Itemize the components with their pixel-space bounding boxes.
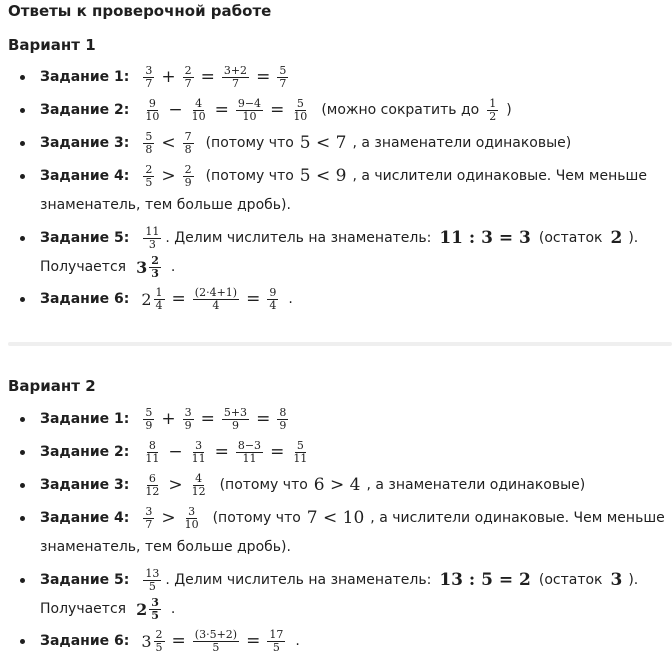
task-text: . <box>288 291 293 307</box>
task-label: Задание 1: <box>40 411 130 427</box>
task-label: Задание 4: <box>40 510 130 526</box>
fraction: $\frac{5}{10}$ <box>293 96 308 123</box>
bullet <box>20 516 25 521</box>
fraction: $\frac{3}{10}$ <box>184 504 199 531</box>
math-expression: $\frac{3}{7}$ > $\frac{3}{10}$ <box>145 504 199 531</box>
fraction: $\frac{6}{12}$ <box>145 471 160 498</box>
section-divider <box>8 342 672 346</box>
v2-task-4-continuation: знаменатель, тем больше дробь). <box>40 539 291 555</box>
bullet <box>20 297 25 302</box>
bullet <box>20 108 25 113</box>
v1-task-6 <box>40 284 293 314</box>
v2-task-6 <box>40 626 300 656</box>
note-text: , а знаменатели одинаковые) <box>366 477 586 493</box>
math-expression: $\frac{5}{9}$ + $\frac{3}{9}$ = $\frac{5+3}{9}$ = $\frac{8}{9}$ <box>145 405 287 432</box>
fraction: $\frac{8}{9}$ <box>279 405 287 432</box>
fraction: $\frac{3}{7}$ <box>145 504 153 531</box>
variant-1-heading: Вариант 1 <box>8 36 96 54</box>
bullet <box>20 483 25 488</box>
comparison-math: 7 < 10 <box>306 508 365 528</box>
comparison-math: 6 > 4 <box>313 475 361 495</box>
task-label: Задание 6: <box>40 291 130 307</box>
bullet <box>20 141 25 146</box>
v2-task-1 <box>40 404 290 434</box>
fraction: $\frac{2}{7}$ <box>184 63 192 90</box>
fraction: $\frac{2}{5}$ <box>155 627 163 654</box>
task-label: Задание 4: <box>40 168 130 184</box>
math-expression: $\frac{5}{8}$ < $\frac{7}{8}$ <box>145 129 192 156</box>
fraction: $\frac{13}{5}$ <box>145 566 160 593</box>
fraction: $\frac{17}{5}$ <box>269 627 284 654</box>
fraction: $\frac{2}{5}$ <box>145 162 153 189</box>
fraction: $\frac{1}{2}$ <box>489 96 497 123</box>
fraction: $\frac{9-4}{10}$ <box>237 96 262 123</box>
bullet <box>20 578 25 583</box>
v1-task-2 <box>40 95 512 125</box>
fraction: $\frac{2}{3}$ <box>151 253 159 280</box>
task-text: Получается <box>40 259 127 275</box>
math-expression: 2 $\frac{1}{4}$ = $\frac{(2\cdot 4+1)}{4}$ = $\frac{9}{4}$ <box>141 285 277 312</box>
task-text: Получается <box>40 601 127 617</box>
v2-task-2 <box>40 437 311 467</box>
fraction: $\frac{3}{7}$ <box>145 63 153 90</box>
mixed-number: 3 $\frac{2}{3}$ <box>136 253 159 280</box>
variant-2-heading: Вариант 2 <box>8 377 96 395</box>
fraction: $\frac{(3\cdot 5+2)}{5}$ <box>194 627 238 654</box>
fraction: $\frac{4}{12}$ <box>191 471 206 498</box>
v2-task-5-continuation <box>40 596 175 622</box>
v1-task-5 <box>40 223 638 253</box>
v2-task-3 <box>40 470 585 500</box>
math-expression: $\frac{8}{11}$ − $\frac{3}{11}$ = $\frac{8-3}{11}$ = $\frac{5}{11}$ <box>145 438 308 465</box>
math-expression: $\frac{2}{5}$ > $\frac{2}{9}$ <box>145 162 192 189</box>
bullet <box>20 639 25 644</box>
v1-task-4-continuation: знаменатель, тем больше дробь). <box>40 197 291 213</box>
math-expression: $\frac{6}{12}$ > $\frac{4}{12}$ <box>145 471 206 498</box>
v1-task-5-continuation <box>40 254 175 280</box>
bullet <box>20 450 25 455</box>
task-label: Задание 3: <box>40 135 130 151</box>
task-text: (остаток <box>538 230 603 246</box>
v1-task-1 <box>40 62 290 92</box>
task-label: Задание 1: <box>40 69 130 85</box>
fraction: $\frac{5}{11}$ <box>293 438 308 465</box>
fraction: $\frac{1}{4}$ <box>155 285 163 312</box>
fraction: $\frac{8}{11}$ <box>145 438 160 465</box>
note-text: ) <box>506 102 512 118</box>
note-text: , а числители одинаковые. Чем меньше <box>370 510 665 526</box>
math-expression <box>485 98 500 122</box>
math-expression <box>141 568 163 592</box>
bullet <box>20 75 25 80</box>
division-math: 11 : 3 = 3 <box>439 228 531 248</box>
fraction: $\frac{11}{3}$ <box>145 224 160 251</box>
v1-task-4 <box>40 161 647 191</box>
math-expression: 3 $\frac{2}{5}$ = $\frac{(3\cdot 5+2)}{5}$ = $\frac{17}{5}$ <box>141 627 284 654</box>
note-text: (потому что <box>219 477 308 493</box>
fraction: $\frac{4}{10}$ <box>191 96 206 123</box>
fraction: $\frac{5+3}{9}$ <box>223 405 248 432</box>
v2-task-5 <box>40 565 638 595</box>
remainder-value: 3 <box>610 570 623 590</box>
task-text: . <box>170 601 176 617</box>
fraction: $\frac{(2\cdot 4+1)}{4}$ <box>194 285 238 312</box>
bullet <box>20 417 25 422</box>
task-text: ). <box>628 230 639 246</box>
math-expression <box>141 226 163 250</box>
task-text: . Делим числитель на знаменатель: <box>165 230 432 246</box>
math-expression: $\frac{9}{10}$ − $\frac{4}{10}$ = $\frac{9-4}{10}$ = $\frac{5}{10}$ <box>145 96 308 123</box>
task-text: . <box>170 259 176 275</box>
fraction: $\frac{3+2}{7}$ <box>223 63 248 90</box>
task-text: (остаток <box>538 572 603 588</box>
bullet <box>20 174 25 179</box>
task-label: Задание 5: <box>40 572 130 588</box>
note-text: (потому что <box>212 510 301 526</box>
note-text: (потому что <box>205 168 294 184</box>
math-expression: $\frac{3}{7}$ + $\frac{2}{7}$ = $\frac{3+2}{7}$ = $\frac{5}{7}$ <box>145 63 287 90</box>
task-label: Задание 2: <box>40 102 130 118</box>
v1-task-3 <box>40 128 571 158</box>
note-text: (можно сократить до <box>321 102 480 118</box>
note-text: , а числители одинаковые. Чем меньше <box>352 168 647 184</box>
page-title: Ответы к проверочной работе <box>8 2 272 20</box>
v2-task-4 <box>40 503 665 533</box>
task-text: ). <box>628 572 639 588</box>
fraction: $\frac{8-3}{11}$ <box>237 438 262 465</box>
fraction: $\frac{7}{8}$ <box>184 129 192 156</box>
task-text: . <box>295 633 300 649</box>
task-text: . Делим числитель на знаменатель: <box>165 572 432 588</box>
fraction: $\frac{3}{9}$ <box>184 405 192 432</box>
division-math: 13 : 5 = 2 <box>439 570 531 590</box>
task-label: Задание 5: <box>40 230 130 246</box>
fraction: $\frac{3}{11}$ <box>191 438 206 465</box>
remainder-value: 2 <box>610 228 623 248</box>
fraction: $\frac{3}{5}$ <box>151 595 159 622</box>
mixed-number: 2 $\frac{3}{5}$ <box>136 595 159 622</box>
comparison-math: 5 < 7 <box>299 133 347 153</box>
note-text: , а знаменатели одинаковые) <box>352 135 572 151</box>
fraction: $\frac{5}{8}$ <box>145 129 153 156</box>
fraction: $\frac{2}{9}$ <box>184 162 192 189</box>
comparison-math: 5 < 9 <box>299 166 347 186</box>
note-text: (потому что <box>205 135 294 151</box>
task-label: Задание 6: <box>40 633 130 649</box>
bullet <box>20 236 25 241</box>
fraction: $\frac{9}{10}$ <box>145 96 160 123</box>
fraction: $\frac{9}{4}$ <box>269 285 277 312</box>
task-label: Задание 3: <box>40 477 130 493</box>
fraction: $\frac{5}{7}$ <box>279 63 287 90</box>
task-label: Задание 2: <box>40 444 130 460</box>
fraction: $\frac{5}{9}$ <box>145 405 153 432</box>
